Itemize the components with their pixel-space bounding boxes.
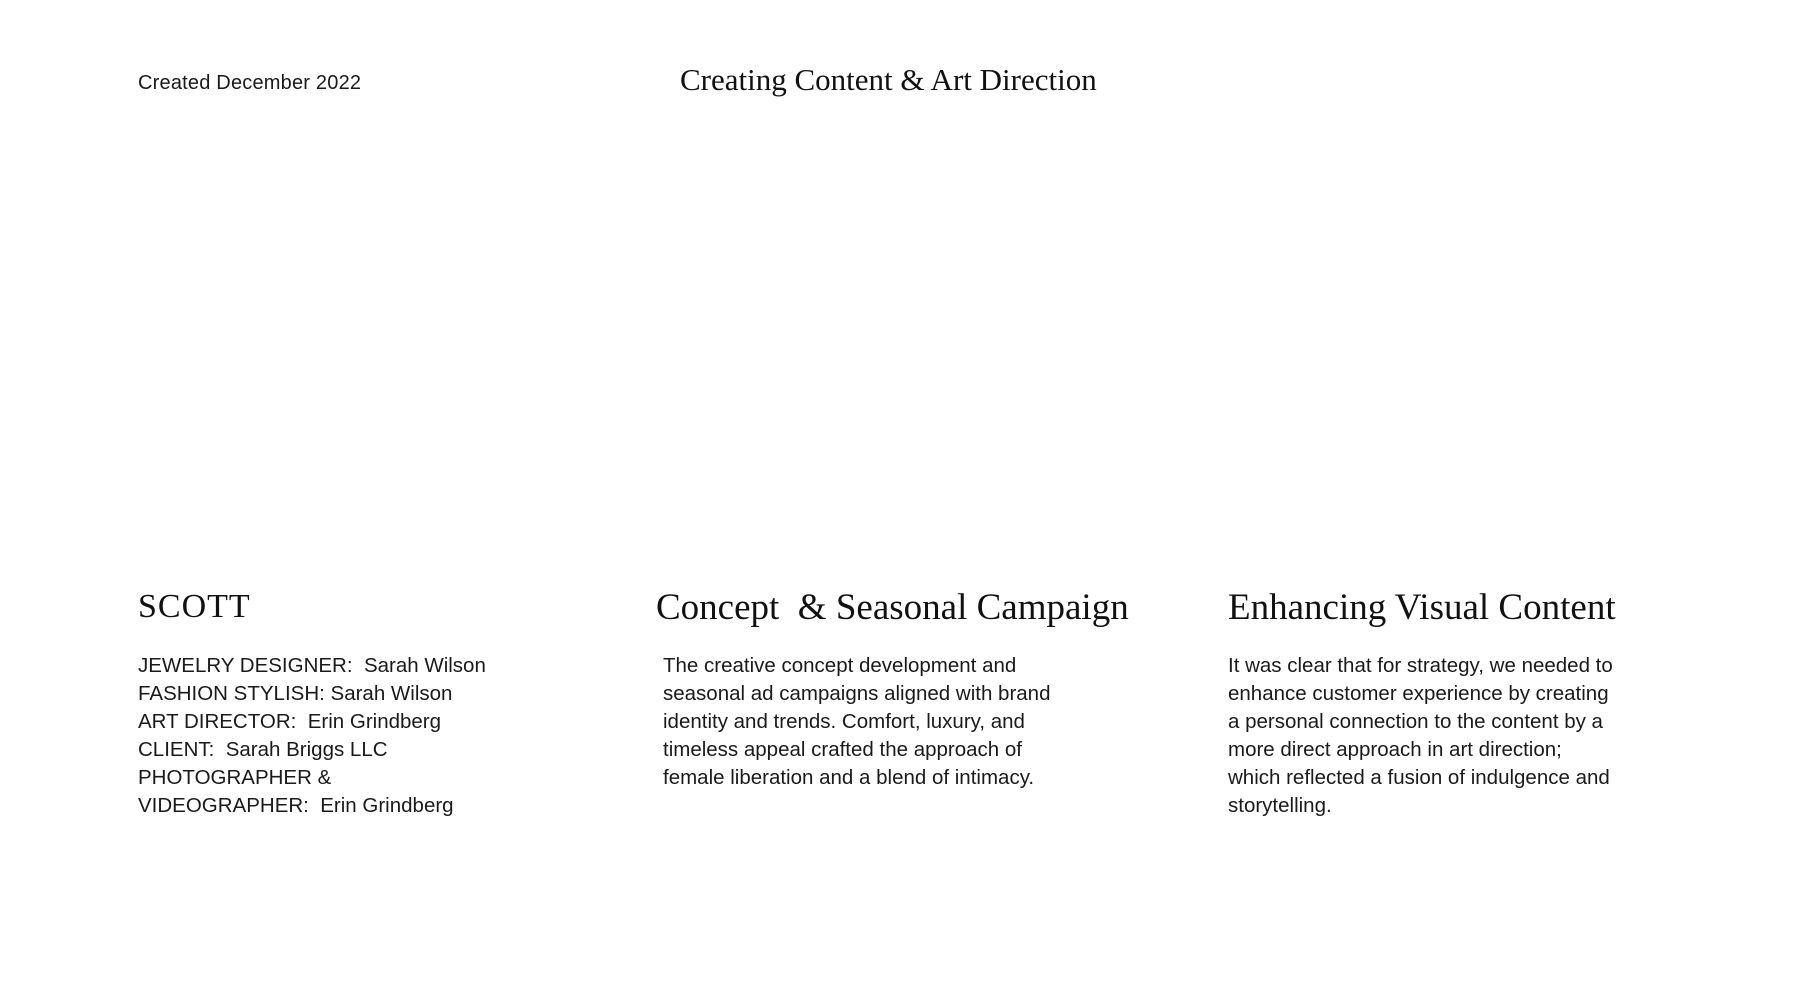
concept-section-body: [663, 652, 1123, 792]
credits-list: [138, 652, 558, 820]
visual-content-body-line: It was clear that for strategy, we needed to: [1228, 654, 1613, 677]
visual-content-body-line: more direct approach in art direction;: [1228, 738, 1562, 761]
visual-content-body-line: which reflected a fusion of indulgence and: [1228, 766, 1610, 789]
credit-line-jewelry-designer: JEWELRY DESIGNER: Sarah Wilson: [138, 654, 486, 677]
page-title: Creating Content & Art Direction: [680, 62, 1097, 97]
credit-line-fashion-stylist: FASHION STYLISH: Sarah Wilson: [138, 682, 453, 705]
concept-body-line: timeless appeal crafted the approach of: [663, 738, 1022, 761]
visual-content-body-line: enhance customer experience by creating: [1228, 682, 1609, 705]
credit-line-photographer: PHOTOGRAPHER &: [138, 766, 332, 789]
concept-body-line: The creative concept development and: [663, 654, 1017, 677]
concept-section-title: Concept & Seasonal Campaign: [656, 587, 1129, 628]
created-date: Created December 2022: [138, 72, 362, 94]
credit-line-client: CLIENT: Sarah Briggs LLC: [138, 738, 388, 761]
credit-line-videographer: VIDEOGRAPHER: Erin Grindberg: [138, 794, 454, 817]
concept-body-line: seasonal ad campaigns aligned with brand: [663, 682, 1051, 705]
visual-content-section-title: Enhancing Visual Content: [1228, 587, 1616, 628]
visual-content-body-line: a personal connection to the content by a: [1228, 710, 1603, 733]
visual-content-section-body: [1228, 652, 1688, 820]
visual-content-body-line: storytelling.: [1228, 794, 1332, 817]
brand-name: SCOTT: [138, 588, 251, 625]
credit-line-art-director: ART DIRECTOR: Erin Grindberg: [138, 710, 442, 733]
concept-body-line: female liberation and a blend of intimacy.: [663, 766, 1035, 789]
concept-body-line: identity and trends. Comfort, luxury, and: [663, 710, 1025, 733]
